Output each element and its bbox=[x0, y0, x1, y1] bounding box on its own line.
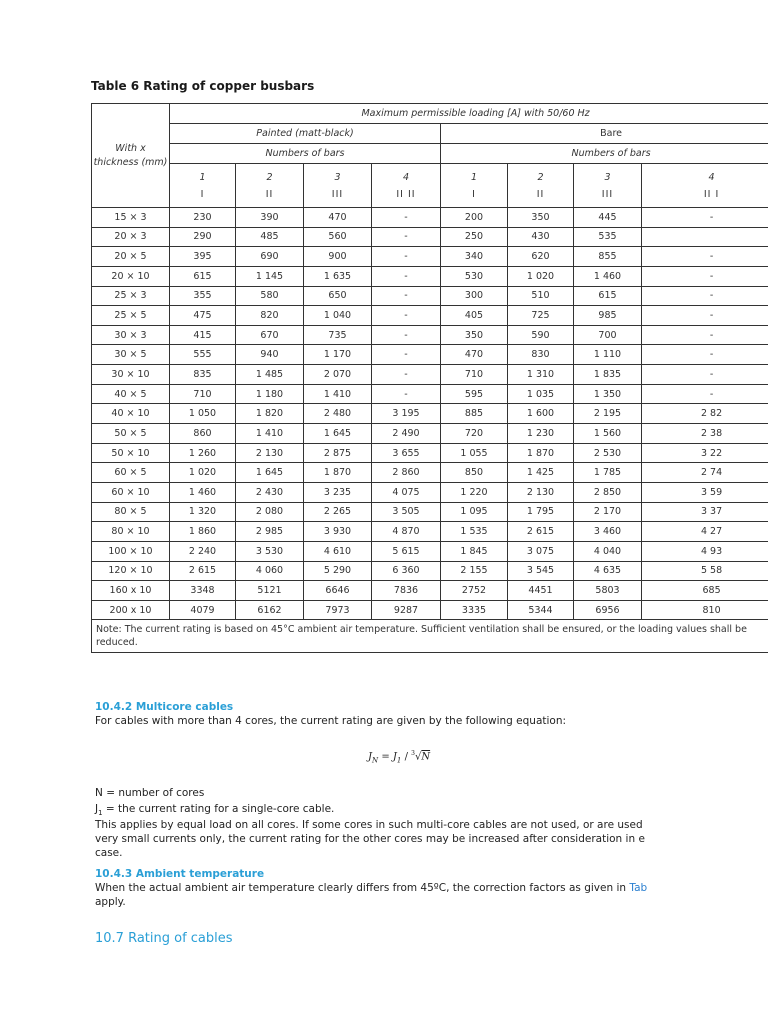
rating-cell: 5 615 bbox=[372, 541, 441, 561]
rating-cell: 230 bbox=[170, 208, 236, 228]
rating-cell: - bbox=[372, 384, 441, 404]
rating-cell: 2 130 bbox=[236, 443, 304, 463]
rating-cell: 1 180 bbox=[236, 384, 304, 404]
dimension-cell: 20 × 3 bbox=[92, 227, 170, 247]
table-row bbox=[92, 266, 768, 286]
table-row bbox=[92, 502, 768, 522]
rating-cell: 2 530 bbox=[574, 443, 642, 463]
table-row bbox=[92, 286, 768, 306]
rating-cell: 430 bbox=[508, 227, 574, 247]
rating-cell: 555 bbox=[170, 345, 236, 365]
rating-cell: 1 020 bbox=[508, 266, 574, 286]
rating-cell: 690 bbox=[236, 247, 304, 267]
rating-cell: 1 560 bbox=[574, 424, 642, 444]
rating-cell: 1 220 bbox=[441, 482, 508, 502]
rating-cell: 985 bbox=[574, 306, 642, 326]
rating-cell: 1 870 bbox=[304, 463, 372, 483]
eq-equals: = bbox=[381, 751, 390, 763]
rating-cell: - bbox=[372, 208, 441, 228]
rating-cell: 1 110 bbox=[574, 345, 642, 365]
rating-cell: 4079 bbox=[170, 600, 236, 620]
rating-cell: 3348 bbox=[170, 581, 236, 601]
rating-cell: 1 020 bbox=[170, 463, 236, 483]
rating-cell: 1 410 bbox=[304, 384, 372, 404]
rating-cell: 725 bbox=[508, 306, 574, 326]
dimension-cell: 15 × 3 bbox=[92, 208, 170, 228]
dimension-cell: 30 × 10 bbox=[92, 365, 170, 385]
bar-count-header-row bbox=[92, 164, 768, 208]
table-row bbox=[92, 482, 768, 502]
rating-cell: 710 bbox=[170, 384, 236, 404]
section-ambient-heading-wrap bbox=[95, 868, 768, 880]
rating-cell: 445 bbox=[574, 208, 642, 228]
rating-cell: 1 645 bbox=[304, 424, 372, 444]
rating-cell: 1 350 bbox=[574, 384, 642, 404]
rating-cell: 390 bbox=[236, 208, 304, 228]
rating-cell: 685 bbox=[642, 581, 768, 601]
ambient-line-2: apply. bbox=[95, 896, 126, 908]
rating-cell: 670 bbox=[236, 325, 304, 345]
rating-cell: 735 bbox=[304, 325, 372, 345]
table-row bbox=[92, 443, 768, 463]
bar-symbol: III bbox=[601, 188, 614, 200]
eq-lhs: J bbox=[368, 751, 373, 763]
rating-cell: - bbox=[642, 247, 768, 267]
number-of-bars-header-bare: Numbers of bars bbox=[441, 144, 768, 164]
multicore-paragraph bbox=[95, 818, 768, 860]
rating-cell: 1 820 bbox=[236, 404, 304, 424]
rating-cell: 900 bbox=[304, 247, 372, 267]
bar-count-number: 1 bbox=[199, 171, 206, 183]
bar-count-header-7 bbox=[642, 164, 768, 208]
table-row bbox=[92, 404, 768, 424]
dimension-cell: 200 x 10 bbox=[92, 600, 170, 620]
rating-cell: 5 58 bbox=[642, 561, 768, 581]
rating-cell: 1 040 bbox=[304, 306, 372, 326]
busbar-rating-table bbox=[91, 103, 768, 653]
dimension-cell: 20 × 5 bbox=[92, 247, 170, 267]
definition-n: N = number of cores bbox=[95, 787, 205, 799]
rating-cell: 535 bbox=[574, 227, 642, 247]
rating-cell: 3 235 bbox=[304, 482, 372, 502]
rating-cell: 580 bbox=[236, 286, 304, 306]
rating-cell: 395 bbox=[170, 247, 236, 267]
rating-cell: - bbox=[372, 306, 441, 326]
table-row bbox=[92, 463, 768, 483]
rating-cell: 1 645 bbox=[236, 463, 304, 483]
ambient-line-1 bbox=[95, 881, 768, 895]
ambient-paragraph bbox=[95, 881, 768, 909]
rating-cell: 4 040 bbox=[574, 541, 642, 561]
eq-rhs-sub: 1 bbox=[396, 756, 402, 765]
table-title: Table 6 Rating of copper busbars bbox=[91, 79, 315, 93]
rating-cell: 3 195 bbox=[372, 404, 441, 424]
dimension-cell: 40 × 10 bbox=[92, 404, 170, 424]
table-row bbox=[92, 345, 768, 365]
rating-cell: 4 635 bbox=[574, 561, 642, 581]
rating-cell: 475 bbox=[170, 306, 236, 326]
table-row bbox=[92, 247, 768, 267]
rating-cell: 3 505 bbox=[372, 502, 441, 522]
rating-cell: - bbox=[642, 345, 768, 365]
rating-cell: 6 360 bbox=[372, 561, 441, 581]
table-row bbox=[92, 522, 768, 542]
bar-count-header-5 bbox=[508, 164, 574, 208]
dimension-cell: 80 × 10 bbox=[92, 522, 170, 542]
rating-cell: 720 bbox=[441, 424, 508, 444]
rating-cell: 1 095 bbox=[441, 502, 508, 522]
group-header-painted: Painted (matt-black) bbox=[170, 124, 441, 144]
eq-divide: / bbox=[404, 751, 408, 763]
rating-cell: 3 530 bbox=[236, 541, 304, 561]
dimension-cell: 50 × 5 bbox=[92, 424, 170, 444]
bar-count-number: 1 bbox=[470, 171, 478, 183]
rating-cell: 7836 bbox=[372, 581, 441, 601]
rating-cell: 1 310 bbox=[508, 365, 574, 385]
rating-cell: 9287 bbox=[372, 600, 441, 620]
rating-cell: 415 bbox=[170, 325, 236, 345]
rating-cell: 1 795 bbox=[508, 502, 574, 522]
rating-cell: 1 460 bbox=[574, 266, 642, 286]
bar-symbol: II II bbox=[396, 188, 416, 200]
eq-radicand: N bbox=[421, 751, 431, 763]
bar-count-header-1 bbox=[236, 164, 304, 208]
rating-cell: 2 265 bbox=[304, 502, 372, 522]
rating-cell: - bbox=[642, 208, 768, 228]
busbar-table-wrapper bbox=[91, 103, 768, 653]
rating-cell: 940 bbox=[236, 345, 304, 365]
rating-cell: 830 bbox=[508, 345, 574, 365]
dimension-cell: 40 × 5 bbox=[92, 384, 170, 404]
rating-cell: 4 93 bbox=[642, 541, 768, 561]
rating-cell: 350 bbox=[508, 208, 574, 228]
rating-cell: 1 230 bbox=[508, 424, 574, 444]
rating-cell: 1 145 bbox=[236, 266, 304, 286]
bar-symbol: I bbox=[200, 188, 205, 200]
rating-cell: 1 485 bbox=[236, 365, 304, 385]
rating-cell: 2 74 bbox=[642, 463, 768, 483]
rating-cell: 2 155 bbox=[441, 561, 508, 581]
rating-cell: - bbox=[642, 365, 768, 385]
bar-count-number: 4 bbox=[402, 171, 410, 183]
rating-cell: 615 bbox=[170, 266, 236, 286]
rating-cell: 340 bbox=[441, 247, 508, 267]
table-reference-link[interactable]: Tab bbox=[629, 882, 648, 894]
rating-cell: 2 130 bbox=[508, 482, 574, 502]
dimension-cell: 30 × 5 bbox=[92, 345, 170, 365]
rating-cell: 885 bbox=[441, 404, 508, 424]
rating-cell: 1 785 bbox=[574, 463, 642, 483]
dimension-cell: 160 x 10 bbox=[92, 581, 170, 601]
rating-cell: 485 bbox=[236, 227, 304, 247]
bar-symbol: III bbox=[331, 188, 344, 200]
section-multicore-intro-wrap bbox=[95, 714, 768, 728]
rating-cell: 1 860 bbox=[170, 522, 236, 542]
bar-count-number: 3 bbox=[334, 171, 341, 183]
rating-cell: 700 bbox=[574, 325, 642, 345]
rating-cell: 250 bbox=[441, 227, 508, 247]
number-of-bars-header-painted: Numbers of bars bbox=[170, 144, 441, 164]
rating-cell: 350 bbox=[441, 325, 508, 345]
rating-cell: 590 bbox=[508, 325, 574, 345]
rating-cell: 1 835 bbox=[574, 365, 642, 385]
multicore-paragraph-line: very small currents only, the current rating for the other cores may be increased after consideration in e bbox=[95, 833, 645, 845]
dimension-cell: 80 × 5 bbox=[92, 502, 170, 522]
rating-cell: - bbox=[372, 345, 441, 365]
rating-cell: 1 260 bbox=[170, 443, 236, 463]
rating-cell: - bbox=[642, 325, 768, 345]
rating-cell: 1 600 bbox=[508, 404, 574, 424]
rating-cell: 405 bbox=[441, 306, 508, 326]
bar-count-header-3 bbox=[372, 164, 441, 208]
ambient-line-1-text: When the actual ambient air temperature clearly differs from 45ºC, the correction factors as given in bbox=[95, 882, 630, 894]
rating-cell: - bbox=[372, 286, 441, 306]
group-header-bare: Bare bbox=[441, 124, 768, 144]
rating-cell: 5 290 bbox=[304, 561, 372, 581]
dimension-cell: 25 × 3 bbox=[92, 286, 170, 306]
rating-cell: 2 615 bbox=[170, 561, 236, 581]
rating-cell: 2 170 bbox=[574, 502, 642, 522]
rating-cell: 1 870 bbox=[508, 443, 574, 463]
corner-header: With x thickness (mm) bbox=[92, 104, 170, 208]
rating-cell: 1 055 bbox=[441, 443, 508, 463]
rating-cell: 3 37 bbox=[642, 502, 768, 522]
rating-cell: 5803 bbox=[574, 581, 642, 601]
rating-cell: 2 985 bbox=[236, 522, 304, 542]
table-row bbox=[92, 227, 768, 247]
rating-cell: 3 22 bbox=[642, 443, 768, 463]
rating-cell: 6162 bbox=[236, 600, 304, 620]
rating-cell: - bbox=[372, 325, 441, 345]
section-heading-multicore: 10.4.2 Multicore cables bbox=[95, 701, 234, 713]
table-row bbox=[92, 325, 768, 345]
rating-cell: - bbox=[372, 227, 441, 247]
rating-cell: 200 bbox=[441, 208, 508, 228]
radical-sign-icon: √ bbox=[414, 751, 422, 763]
eq-root-index: 3 bbox=[411, 750, 415, 757]
current-rating-equation bbox=[368, 750, 430, 764]
rating-cell: 6646 bbox=[304, 581, 372, 601]
rating-cell: 855 bbox=[574, 247, 642, 267]
rating-cell: 300 bbox=[441, 286, 508, 306]
rating-cell: 2 490 bbox=[372, 424, 441, 444]
rating-cell: - bbox=[642, 306, 768, 326]
rating-cell: 2 195 bbox=[574, 404, 642, 424]
table-row bbox=[92, 208, 768, 228]
rating-cell: 1 035 bbox=[508, 384, 574, 404]
rating-cell: 4 870 bbox=[372, 522, 441, 542]
bar-count-number: 3 bbox=[604, 171, 611, 183]
rating-cell: 820 bbox=[236, 306, 304, 326]
rating-cell: - bbox=[642, 384, 768, 404]
dimension-cell: 30 × 3 bbox=[92, 325, 170, 345]
rating-cell: 6956 bbox=[574, 600, 642, 620]
dimension-cell: 20 × 10 bbox=[92, 266, 170, 286]
rating-cell: - bbox=[642, 286, 768, 306]
rating-cell: 650 bbox=[304, 286, 372, 306]
rating-cell: 4 060 bbox=[236, 561, 304, 581]
rating-cell: 530 bbox=[441, 266, 508, 286]
table-body bbox=[92, 208, 768, 620]
rating-cell: 1 050 bbox=[170, 404, 236, 424]
def-j1-symbol: J bbox=[95, 803, 99, 815]
rating-cell: 1 410 bbox=[236, 424, 304, 444]
rating-cell: 2 430 bbox=[236, 482, 304, 502]
rating-cell: 290 bbox=[170, 227, 236, 247]
multicore-paragraph-line: case. bbox=[95, 847, 123, 859]
table-row bbox=[92, 600, 768, 620]
rating-cell: 5344 bbox=[508, 600, 574, 620]
rating-cell: 1 635 bbox=[304, 266, 372, 286]
section-heading-ambient: 10.4.3 Ambient temperature bbox=[95, 868, 265, 880]
bar-count-number: 4 bbox=[708, 171, 715, 183]
multicore-intro: For cables with more than 4 cores, the current rating are given by the following equation: bbox=[95, 715, 567, 727]
section-multicore-heading-wrap bbox=[95, 701, 768, 713]
eq-lhs-sub: N bbox=[372, 756, 379, 765]
bar-symbol: II I bbox=[703, 188, 720, 200]
rating-cell: - bbox=[372, 266, 441, 286]
rating-cell: 470 bbox=[441, 345, 508, 365]
rating-cell: - bbox=[642, 266, 768, 286]
rating-cell: 4451 bbox=[508, 581, 574, 601]
rating-cell: 4 27 bbox=[642, 522, 768, 542]
rating-cell: 1 535 bbox=[441, 522, 508, 542]
rating-cell: 860 bbox=[170, 424, 236, 444]
table-row bbox=[92, 561, 768, 581]
bar-symbol: II bbox=[536, 188, 545, 200]
def-j1-sub: 1 bbox=[98, 809, 103, 818]
rating-cell: 2 480 bbox=[304, 404, 372, 424]
rating-cell: 5121 bbox=[236, 581, 304, 601]
section-heading-rating-of-cables: 10.7 Rating of cables bbox=[95, 931, 233, 946]
bar-count-header-0 bbox=[170, 164, 236, 208]
bar-count-header-6 bbox=[574, 164, 642, 208]
rating-cell: 850 bbox=[441, 463, 508, 483]
dimension-cell: 100 × 10 bbox=[92, 541, 170, 561]
rating-cell: 510 bbox=[508, 286, 574, 306]
table-row bbox=[92, 581, 768, 601]
rating-cell: 2 860 bbox=[372, 463, 441, 483]
rating-cell: 2 82 bbox=[642, 404, 768, 424]
bar-count-number: 2 bbox=[266, 171, 273, 183]
rating-cell: 7973 bbox=[304, 600, 372, 620]
bar-symbol: II bbox=[265, 188, 274, 200]
dimension-cell: 50 × 10 bbox=[92, 443, 170, 463]
table-row bbox=[92, 424, 768, 444]
rating-cell: 2 38 bbox=[642, 424, 768, 444]
rating-cell: 2 070 bbox=[304, 365, 372, 385]
bar-count-number: 2 bbox=[537, 171, 544, 183]
dimension-cell: 25 × 5 bbox=[92, 306, 170, 326]
rating-cell: 810 bbox=[642, 600, 768, 620]
rating-cell: 1 170 bbox=[304, 345, 372, 365]
rating-cell: 1 460 bbox=[170, 482, 236, 502]
rating-cell: 710 bbox=[441, 365, 508, 385]
eq-rhs: J bbox=[392, 751, 397, 763]
rating-cell: 1 320 bbox=[170, 502, 236, 522]
rating-cell: 3 545 bbox=[508, 561, 574, 581]
rating-cell: 560 bbox=[304, 227, 372, 247]
rating-cell: 2 875 bbox=[304, 443, 372, 463]
rating-cell: 3 075 bbox=[508, 541, 574, 561]
definitions-wrap bbox=[95, 786, 768, 820]
table-row bbox=[92, 384, 768, 404]
rating-cell: 615 bbox=[574, 286, 642, 306]
table-row bbox=[92, 541, 768, 561]
rating-cell: 4 610 bbox=[304, 541, 372, 561]
rating-cell: 3 59 bbox=[642, 482, 768, 502]
rating-cell: 595 bbox=[441, 384, 508, 404]
rating-cell: 620 bbox=[508, 247, 574, 267]
rating-cell: 4 075 bbox=[372, 482, 441, 502]
rating-cell: 2752 bbox=[441, 581, 508, 601]
table-note: Note: The current rating is based on 45°C ambient air temperature. Sufficient ventilation shall be ensured, or the loading values shall be reduced. bbox=[92, 620, 768, 653]
rating-cell: 1 845 bbox=[441, 541, 508, 561]
bar-count-header-2 bbox=[304, 164, 372, 208]
def-j1-text: = the current rating for a single-core cable. bbox=[105, 803, 335, 815]
dimension-cell: 120 × 10 bbox=[92, 561, 170, 581]
rating-cell: 3 460 bbox=[574, 522, 642, 542]
bar-count-header-4 bbox=[441, 164, 508, 208]
rating-cell: 3 655 bbox=[372, 443, 441, 463]
multicore-paragraph-line: This applies by equal load on all cores. If some cores in such multi-core cables are not used, or are used bbox=[95, 819, 643, 831]
rating-cell: 2 240 bbox=[170, 541, 236, 561]
dimension-cell: 60 × 5 bbox=[92, 463, 170, 483]
table-row bbox=[92, 306, 768, 326]
rating-cell: 2 080 bbox=[236, 502, 304, 522]
rating-cell: 1 425 bbox=[508, 463, 574, 483]
rating-cell bbox=[642, 227, 768, 247]
rating-cell: 3 930 bbox=[304, 522, 372, 542]
rating-cell: 355 bbox=[170, 286, 236, 306]
rating-cell: - bbox=[372, 247, 441, 267]
rating-cell: 2 850 bbox=[574, 482, 642, 502]
bar-symbol: I bbox=[472, 188, 476, 200]
rating-cell: 2 615 bbox=[508, 522, 574, 542]
rating-cell: 3335 bbox=[441, 600, 508, 620]
top-header: Maximum permissible loading [A] with 50/60 Hz bbox=[170, 104, 768, 124]
rating-cell: 835 bbox=[170, 365, 236, 385]
rating-cell: - bbox=[372, 365, 441, 385]
dimension-cell: 60 × 10 bbox=[92, 482, 170, 502]
rating-cell: 470 bbox=[304, 208, 372, 228]
table-row bbox=[92, 365, 768, 385]
